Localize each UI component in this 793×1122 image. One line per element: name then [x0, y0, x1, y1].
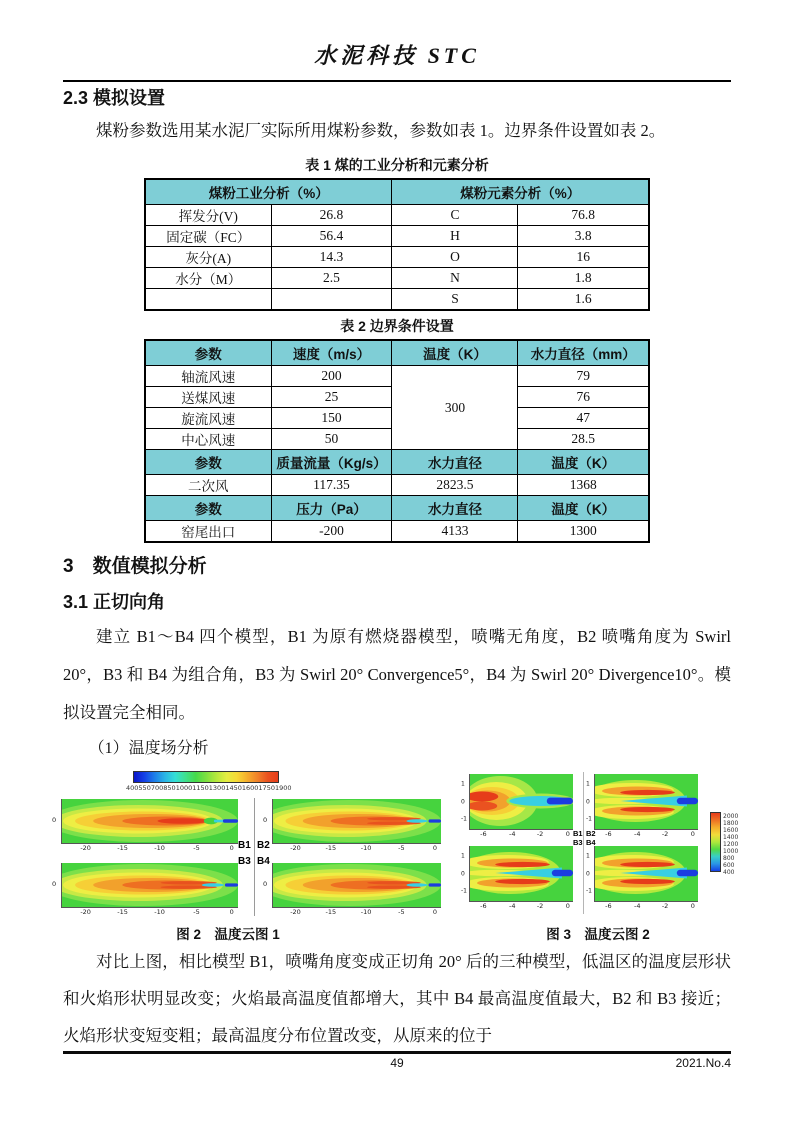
figure-captions — [63, 923, 731, 941]
table-cell: S — [392, 289, 518, 311]
tick-label: 1450 — [225, 784, 242, 792]
table-header-cell: 煤粉元素分析（%） — [392, 179, 649, 205]
contour-plot-b3 — [52, 863, 237, 919]
table-header-cell: 参数 — [145, 496, 271, 521]
table-header-cell: 速度（m/s） — [271, 340, 392, 366]
tick-label: -15 — [117, 844, 128, 852]
tick-label: -1 — [461, 815, 467, 823]
tick-label: 0 — [565, 830, 570, 838]
colorbar-labels — [126, 784, 292, 792]
tick-label: 0 — [690, 830, 695, 838]
table-header-row — [145, 340, 649, 366]
tick-label: -6 — [605, 902, 612, 910]
tick-label: -2 — [661, 902, 669, 910]
table-cell: 灰分(A) — [145, 247, 271, 268]
table-header-cell: 水力直径 — [392, 450, 518, 475]
contour-image — [272, 799, 441, 844]
x-tick-labels — [594, 902, 697, 913]
contour-image — [61, 863, 238, 908]
table-cell: C — [392, 205, 518, 226]
tick-label: -10 — [154, 908, 165, 916]
tick-label: 2000 — [723, 813, 739, 820]
table-cell: 16 — [518, 247, 649, 268]
table-header-cell: 温度（K） — [518, 450, 649, 475]
table-row — [145, 226, 649, 247]
tick-label: 800 — [723, 855, 735, 862]
contour-image — [61, 799, 238, 844]
tick-label: 1300 — [208, 784, 226, 792]
table-cell: -200 — [271, 521, 392, 543]
tick-label: -5 — [193, 844, 200, 852]
x-tick-labels — [469, 902, 572, 913]
tick-label: -2 — [536, 902, 544, 910]
tick-label: -20 — [80, 908, 91, 916]
tick-label: 1200 — [723, 841, 739, 848]
section-heading-3: 3 数值模拟分析 — [63, 556, 207, 577]
table-cell: 3.8 — [518, 226, 649, 247]
page-footer — [63, 1051, 731, 1072]
table-cell: 2.5 — [271, 268, 392, 289]
tick-label: 1900 — [274, 784, 292, 792]
x-tick-labels — [469, 830, 572, 841]
tick-label: 1600 — [723, 827, 739, 834]
tick-label: -1 — [586, 887, 592, 895]
journal-title: 水泥科技 STC — [314, 43, 480, 68]
plot-label-b3: B3 — [573, 838, 583, 847]
tick-label: 0 — [586, 870, 590, 877]
section-heading-3-1: 3.1 正切向角 — [63, 592, 166, 612]
table-header-row — [145, 179, 649, 205]
table-cell: 25 — [271, 387, 392, 408]
tick-label: 0 — [565, 902, 570, 910]
tick-label: 0 — [229, 844, 234, 852]
table-cell — [271, 289, 392, 311]
tick-label: -10 — [154, 844, 165, 852]
table-header-cell: 压力（Pa） — [271, 496, 392, 521]
colorbar-horizontal — [126, 771, 292, 792]
colorbar-gradient — [133, 771, 279, 783]
table-header-cell: 水力直径 — [392, 496, 518, 521]
table-cell: 水分（M） — [145, 268, 271, 289]
tick-label: 0 — [432, 844, 438, 852]
table-cell-shared-temperature: 300 — [392, 366, 518, 450]
table-header-row — [145, 496, 649, 521]
tick-label: 1 — [586, 780, 590, 788]
table-cell: 50 — [271, 429, 392, 450]
table-row — [145, 366, 649, 387]
table-header-cell: 参数 — [145, 450, 271, 475]
tick-label: -2 — [661, 830, 669, 838]
tick-label: 1400 — [723, 834, 739, 841]
y-tick-label: 0 — [263, 880, 268, 888]
tick-label: 1750 — [258, 784, 275, 792]
table-cell: N — [392, 268, 518, 289]
issue-label: 2021.No.4 — [675, 1056, 731, 1070]
plot-label-b1: B1 — [238, 840, 251, 851]
table-cell: 56.4 — [271, 226, 392, 247]
section-heading-2-3: 2.3 模拟设置 — [63, 88, 166, 108]
tick-label: -15 — [325, 908, 337, 916]
tick-label: 1 — [461, 780, 465, 788]
plot-label-b3: B3 — [238, 856, 251, 867]
table-row — [145, 475, 649, 496]
table-cell: 200 — [271, 366, 392, 387]
table-cell: 79 — [518, 366, 649, 387]
table-cell: 二次风 — [145, 475, 271, 496]
tick-label: -20 — [290, 844, 301, 852]
plot-label-b1: B1 — [573, 829, 583, 838]
tick-label: 0 — [432, 908, 438, 916]
tick-label: 400 — [126, 784, 139, 792]
tick-label: 1000 — [175, 784, 193, 792]
table-cell: 76 — [518, 387, 649, 408]
plot-label-b2: B2 — [257, 840, 270, 851]
x-tick-labels — [272, 844, 440, 855]
tick-label: -5 — [193, 908, 200, 916]
figure2-caption: 图 2 温度云图 1 — [176, 927, 280, 942]
tick-label: -5 — [398, 908, 405, 916]
table1-caption: 表 1 煤的工业分析和元素分析 — [305, 157, 489, 173]
tick-label: 0 — [461, 870, 465, 877]
tick-label: -10 — [360, 908, 372, 916]
tick-label: -2 — [536, 830, 544, 838]
table-coal-analysis — [144, 178, 650, 311]
tick-label: -6 — [605, 830, 612, 838]
table-cell: 28.5 — [518, 429, 649, 450]
tick-label: 0 — [229, 908, 234, 916]
contour-image — [272, 863, 441, 908]
tick-label: -4 — [634, 902, 641, 910]
table-cell — [145, 289, 271, 311]
tick-label: 550 — [138, 784, 151, 792]
colorbar-gradient — [710, 812, 721, 872]
table-cell: 轴流风速 — [145, 366, 271, 387]
table-cell: 117.35 — [271, 475, 392, 496]
tick-label: -20 — [290, 908, 301, 916]
table-cell: 2823.5 — [392, 475, 518, 496]
figure3-caption: 图 3 温度云图 2 — [546, 927, 650, 942]
y-tick-label: 0 — [52, 816, 57, 824]
tick-label: 1600 — [241, 784, 259, 792]
figure-temperature-contour-1 — [52, 770, 455, 918]
paragraph-models: 建立 B1～B4 四个模型，B1 为原有燃烧器模型，喷嘴无角度，B2 喷嘴角度为 Swirl 20°，B3 和 B4 为组合角，B3 为 Swirl 20° Convergence5°，B4 为 Swirl 20° Divergence10°。模拟设置完全相同。 — [63, 627, 731, 722]
table-cell: 26.8 — [271, 205, 392, 226]
figure-temperature-contour-2 — [461, 770, 747, 918]
tick-label: -4 — [634, 830, 641, 838]
tick-label: 400 — [723, 869, 735, 876]
table-cell: 送煤风速 — [145, 387, 271, 408]
x-tick-labels — [61, 908, 237, 919]
paragraph-comparison: 对比上图，相比模型 B1，喷嘴角度变成正切角 20° 后的三种模型，低温区的温度层形状和火焰形状明显改变；火焰最高温度值都增大，其中 B4 最高温度值最大，B2 和 B3 接近；火焰形状变短变粗；最高温度分布位置改变，从原来的位于 — [63, 952, 731, 1045]
table-header-cell: 温度（K） — [392, 340, 518, 366]
tick-label: 0 — [461, 798, 465, 805]
table-cell: H — [392, 226, 518, 247]
table-row — [145, 521, 649, 543]
table-header-cell: 水力直径（mm） — [518, 340, 649, 366]
tick-label: 850 — [163, 784, 176, 792]
table-row — [145, 268, 649, 289]
tick-label: -4 — [509, 902, 516, 910]
tick-label: 1000 — [723, 848, 739, 855]
contour-plot-b4 — [586, 846, 697, 913]
figure-divider — [254, 798, 255, 916]
page-number: 49 — [390, 1056, 404, 1070]
tick-label: 1150 — [192, 784, 209, 792]
tick-label: 0 — [586, 798, 590, 805]
tick-label: 0 — [690, 902, 695, 910]
x-tick-labels — [594, 830, 697, 841]
tick-label: 1 — [461, 852, 465, 860]
table-cell: 窑尾出口 — [145, 521, 271, 543]
tick-label: 1800 — [723, 820, 739, 827]
colorbar-labels — [723, 812, 738, 877]
tick-label: 700 — [150, 784, 164, 792]
table-header-cell: 参数 — [145, 340, 271, 366]
table-cell: 1300 — [518, 521, 649, 543]
contour-image — [469, 846, 573, 902]
table-cell: 1368 — [518, 475, 649, 496]
contour-plot-b1 — [461, 774, 572, 841]
contour-image — [469, 774, 573, 830]
y-tick-label: 0 — [52, 880, 57, 888]
tick-label: -15 — [325, 844, 337, 852]
table-cell: O — [392, 247, 518, 268]
table-cell: 150 — [271, 408, 392, 429]
plot-label-b4: B4 — [586, 838, 596, 847]
table-row — [145, 205, 649, 226]
tick-label: -1 — [586, 815, 592, 823]
table-cell: 76.8 — [518, 205, 649, 226]
header-rule — [63, 80, 731, 82]
tick-label: -6 — [480, 902, 487, 910]
x-tick-labels — [272, 908, 440, 919]
y-tick-label: 0 — [263, 816, 268, 824]
table-header-row — [145, 450, 649, 475]
table-cell: 中心风速 — [145, 429, 271, 450]
x-tick-labels — [61, 844, 237, 855]
table-cell: 14.3 — [271, 247, 392, 268]
contour-plot-b4 — [263, 863, 440, 919]
table-cell: 旋流风速 — [145, 408, 271, 429]
table-cell: 47 — [518, 408, 649, 429]
table-row — [145, 247, 649, 268]
tick-label: -6 — [480, 830, 487, 838]
contour-plot-b1 — [52, 799, 237, 855]
tick-label: -1 — [461, 887, 467, 895]
contour-image — [594, 846, 698, 902]
plot-label-b2: B2 — [586, 829, 596, 838]
table2-caption: 表 2 边界条件设置 — [340, 318, 454, 334]
tick-label: -10 — [360, 844, 372, 852]
tick-label: -15 — [117, 908, 128, 916]
footer-line — [63, 1054, 731, 1072]
table-cell: 4133 — [392, 521, 518, 543]
contour-image — [594, 774, 698, 830]
table-cell: 挥发分(V) — [145, 205, 271, 226]
table-cell: 1.8 — [518, 268, 649, 289]
contour-plot-b3 — [461, 846, 572, 913]
tick-label: -20 — [80, 844, 91, 852]
tick-label: 1 — [586, 852, 590, 860]
table-header-cell: 温度（K） — [518, 496, 649, 521]
colorbar-vertical — [710, 812, 738, 877]
figures-row — [52, 770, 747, 918]
table-header-cell: 质量流量（Kg/s） — [271, 450, 392, 475]
figure-divider — [583, 772, 584, 914]
tick-label: -4 — [509, 830, 516, 838]
table-cell: 1.6 — [518, 289, 649, 311]
tick-label: -5 — [398, 844, 405, 852]
plot-label-b4: B4 — [257, 856, 270, 867]
list-item-temperature-field: （1）温度场分析 — [88, 740, 209, 757]
table-boundary-conditions — [144, 339, 650, 543]
tick-label: 600 — [723, 862, 735, 869]
table-cell: 固定碳（FC） — [145, 226, 271, 247]
table-row — [145, 289, 649, 311]
table-header-cell: 煤粉工业分析（%） — [145, 179, 392, 205]
paragraph-intro: 煤粉参数选用某水泥厂实际所用煤粉参数，参数如表 1。边界条件设置如表 2。 — [96, 121, 666, 140]
